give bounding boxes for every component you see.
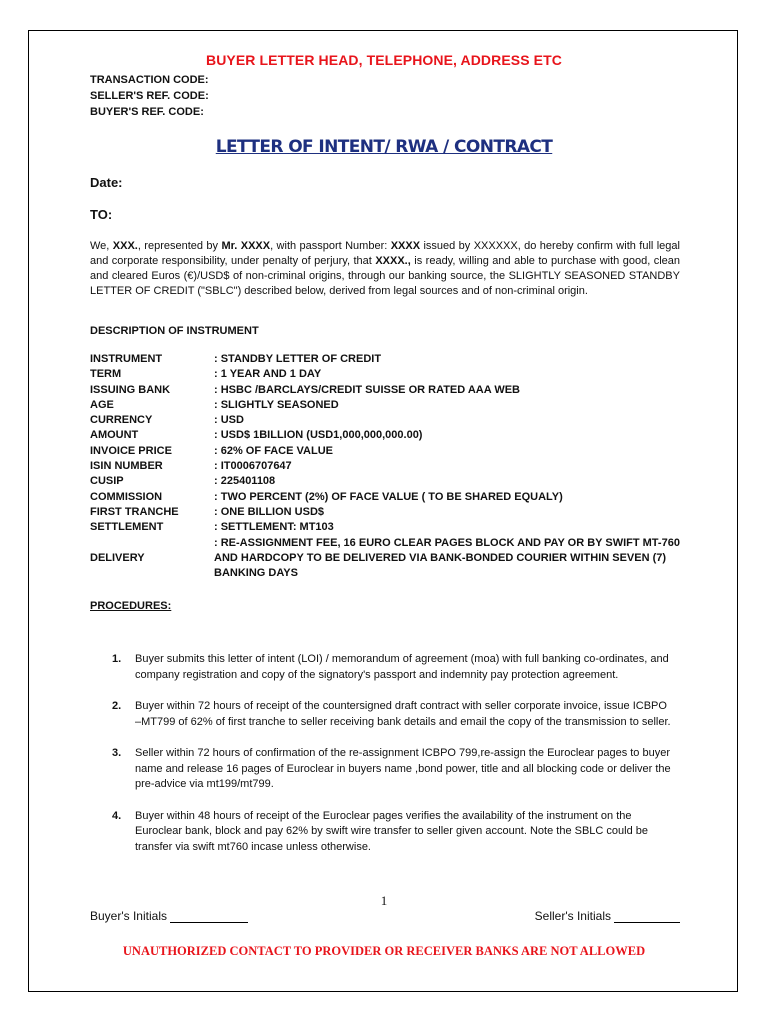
procedure-item	[112, 746, 672, 793]
reference-codes	[90, 72, 209, 120]
procedure-number: 3.	[112, 747, 122, 759]
instrument-key: SETTLEMENT	[90, 521, 164, 534]
procedure-text: Seller within 72 hours of confirmation of the re-assignment ICBPO 799,re-assign the Euroclear pages to buyer name and release 16 pages of Euroclear in buyers name ,bond power, title and all blocking code or deliver the pre-advice via mt199/mt799.	[135, 747, 671, 790]
procedure-item	[112, 652, 672, 683]
unauthorized-contact-warning: UNAUTHORIZED CONTACT TO PROVIDER OR RECEIVER BANKS ARE NOT ALLOWED	[122, 944, 646, 958]
intro-buyer-name-2: XXXX.,	[375, 255, 411, 267]
instrument-key: FIRST TRANCHE	[90, 505, 179, 518]
seller-initials-label: Seller's Initials	[534, 909, 611, 923]
intro-buyer-name: XXX.	[112, 240, 138, 252]
procedure-item	[112, 699, 672, 730]
instrument-row	[90, 505, 684, 520]
seller-initials	[535, 909, 680, 923]
instrument-row	[90, 490, 684, 505]
page-number: 1	[380, 893, 388, 908]
buyer-initials-label: Buyer's Initials	[90, 909, 167, 923]
to-label: TO:	[90, 207, 113, 222]
instrument-value: : 1 YEAR AND 1 DAY	[214, 368, 322, 381]
procedure-text: Buyer within 48 hours of receipt of the Euroclear pages verifies the availability of the instrument on the Euroclear bank, block and pay 62% by swift wire transfer to seller given account. Note the SBLC could be transfer via swift mt760 incase unless otherwise.	[135, 809, 648, 853]
letterhead-placeholder: BUYER LETTER HEAD, TELEPHONE, ADDRESS ETC	[206, 52, 562, 68]
instrument-value: : 225401108	[214, 475, 276, 488]
procedure-item	[112, 809, 672, 856]
initials-row	[90, 909, 680, 923]
instrument-key: COMMISSION	[90, 490, 163, 503]
instrument-row	[90, 474, 684, 489]
instrument-key: AMOUNT	[90, 429, 139, 442]
instrument-key: INSTRUMENT	[90, 353, 163, 365]
intro-passport-number: XXXX	[390, 240, 421, 252]
instrument-value: : IT0006707647	[214, 460, 292, 473]
instrument-row	[90, 459, 684, 474]
instrument-value: : STANDBY LETTER OF CREDIT	[214, 353, 382, 365]
instrument-row	[90, 413, 684, 428]
buyer-initials	[90, 909, 248, 923]
instrument-key: ISIN NUMBER	[90, 460, 163, 473]
instrument-key: CUSIP	[90, 475, 124, 488]
procedures-list	[112, 652, 672, 871]
instrument-value: : USD$ 1BILLION (USD1,000,000,000.00)	[214, 429, 423, 442]
instrument-value: : SLIGHTLY SEASONED	[214, 398, 339, 411]
instrument-row	[90, 367, 684, 382]
transaction-code-label: TRANSACTION CODE:	[90, 74, 209, 86]
instrument-value: : HSBC /BARCLAYS/CREDIT SUISSE OR RATED AAA WEB	[214, 383, 520, 396]
intro-paragraph	[90, 239, 680, 299]
buyer-initials-line	[170, 909, 248, 923]
intro-passport-text: , with passport Number:	[270, 240, 388, 252]
instrument-row-delivery	[90, 536, 684, 582]
instrument-value: : TWO PERCENT (2%) OF FACE VALUE ( TO BE SHARED EQUALY)	[214, 490, 563, 503]
instrument-row	[90, 428, 684, 443]
instrument-row	[90, 444, 684, 459]
intro-representative-name: Mr. XXXX	[221, 240, 271, 252]
instrument-value: : SETTLEMENT: MT103	[214, 521, 334, 534]
procedure-number: 4.	[112, 809, 122, 822]
intro-we: We,	[90, 240, 110, 252]
instrument-key: ISSUING BANK	[90, 383, 171, 396]
instrument-key: AGE	[90, 398, 114, 411]
intro-represented-by: , represented by	[137, 240, 219, 252]
description-heading: DESCRIPTION OF INSTRUMENT	[90, 325, 259, 337]
instrument-key: INVOICE PRICE	[90, 444, 172, 457]
procedure-text: Buyer submits this letter of intent (LOI) / memorandum of agreement (moa) with full banking co-ordinates, and company registration and copy of the signatory's passport and indemnity pay protection agreement.	[135, 653, 669, 681]
document-title: LETTER OF INTENT/ RWA / CONTRACT	[215, 137, 553, 157]
instrument-row	[90, 520, 684, 535]
instrument-key: TERM	[90, 368, 122, 381]
intro-issued-by-text: issued by XXXXXX, do hereby confirm with full legal and corporate responsibility, under penalty of perjury, that	[90, 240, 680, 267]
intro-rest-text: is ready, willing and able to purchase with good, clean and cleared Euros (€)/USD$ of non-criminal origins, through our banking source, the SLIGHTLY SEASONED STANDBY LETTER OF CREDIT ("SBLC") described below, derived from legal sources and of non-criminal origin.	[90, 255, 681, 297]
instrument-value: : USD	[214, 414, 244, 427]
procedure-text: Buyer within 72 hours of receipt of the countersigned draft contract with seller corporate invoice, issue ICBPO –MT799 of 62% of first tranche to seller receiving bank details and email the copy of the transmission to seller.	[135, 700, 671, 728]
instrument-key: CURRENCY	[90, 414, 153, 427]
buyer-ref-code-label: BUYER'S REF. CODE:	[90, 106, 204, 118]
seller-initials-line	[614, 909, 680, 923]
instrument-row	[90, 383, 684, 398]
instrument-table	[90, 352, 684, 581]
instrument-row	[90, 398, 684, 413]
instrument-value: : 62% OF FACE VALUE	[214, 444, 333, 457]
procedure-number: 2.	[112, 700, 122, 712]
instrument-value: : ONE BILLION USD$	[214, 505, 325, 518]
procedure-number: 1.	[112, 653, 122, 665]
procedures-heading: PROCEDURES:	[90, 600, 172, 612]
instrument-value: : RE-ASSIGNMENT FEE, 16 EURO CLEAR PAGES BLOCK AND PAY OR BY SWIFT MT-760 AND HARDCOPY TO BE DELIVERED VIA BANK-BONDED COURIER WITHIN SEVEN (7) BANKING DAYS	[214, 536, 680, 580]
instrument-row	[90, 352, 684, 367]
instrument-key: DELIVERY	[90, 551, 145, 564]
date-label: Date:	[90, 175, 123, 190]
seller-ref-code-label: SELLER'S REF. CODE:	[90, 90, 209, 102]
